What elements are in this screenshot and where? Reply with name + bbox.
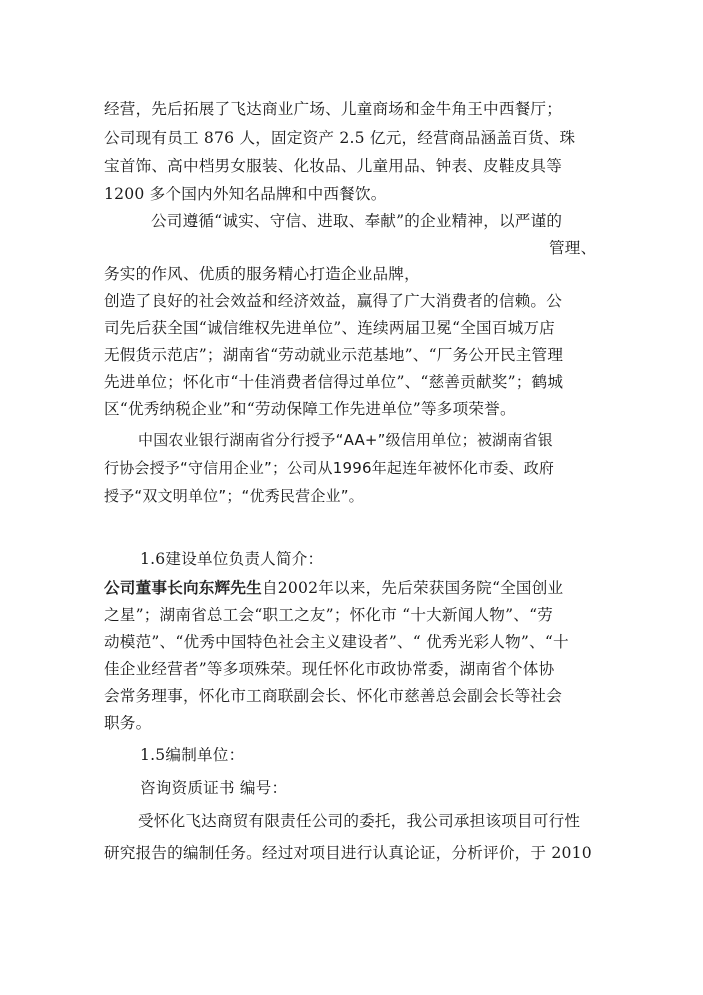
text-line: [104, 576, 563, 600]
text-line: 佳企业经营者”等多项殊荣。现任怀化市政协常委，湖南省个体协: [104, 660, 555, 678]
text-line: 中国农业银行湖南省分行授予“AA+”级信用单位；被湖南省银: [138, 431, 553, 449]
text-line: 动模范”、“优秀中国特色社会主义建设者”、“ 优秀光彩人物”、“十: [104, 633, 569, 651]
text-line: 授予“双文明单位”；“优秀民营企业”。: [104, 487, 364, 505]
text-line: 之星”；湖南省总工会“职工之友”；怀化市 “十大新闻人物”、“劳: [104, 606, 554, 624]
text-line: 公司遵循“诚实、守信、进取、奉献”的企业精神，以严谨的: [151, 212, 563, 230]
bold-lead: 公司董事长向东辉先生: [104, 578, 262, 597]
text-line: 研究报告的编制任务。经过对项目进行认真论证，分析评价，于 2010: [104, 844, 592, 862]
text-line: 公司现有员工 876 人，固定资产 2.5 亿元，经营商品涵盖百货、珠: [104, 129, 576, 147]
section-heading: 1.5编制单位：: [140, 746, 245, 764]
text-line: 宝首饰、高中档男女服装、化妆品、儿童用品、钟表、皮鞋皮具等: [104, 157, 563, 175]
text-line: 创造了良好的社会效益和经济效益，赢得了广大消费者的信赖。公: [104, 292, 563, 310]
text-line: 1200 多个国内外知名品牌和中西餐饮。: [104, 185, 387, 203]
text-line: 务实的作风、优质的服务精心打造企业品牌，: [104, 265, 420, 283]
text-line: 行协会授予“守信用企业”；公司从1996年起连年被怀化市委、政府: [104, 459, 555, 477]
text-line: 管理、: [549, 239, 597, 257]
text-line: 职务。: [104, 714, 152, 732]
section-heading: 1.6建设单位负责人简介：: [140, 550, 324, 568]
text-line: 咨询资质证书 编号：: [140, 779, 288, 797]
text-line: 无假货示范店”；湖南省“劳动就业示范基地”、“厂务公开民主管理: [104, 346, 564, 364]
text-line: 区“优秀纳税企业”和“劳动保障工作先进单位”等多项荣誉。: [104, 400, 516, 418]
text-line: 受怀化飞达商贸有限责任公司的委托，我公司承担该项目可行性: [138, 812, 581, 830]
text-line: 经营，先后拓展了飞达商业广场、儿童商场和金牛角王中西餐厅；: [104, 100, 563, 118]
text-line: 会常务理事，怀化市工商联副会长、怀化市慈善总会副会长等社会: [104, 687, 563, 705]
text-line: 先进单位；怀化市“十佳消费者信得过单位”、“慈善贡献奖”；鹤城: [104, 373, 564, 391]
text-line: 司先后获全国“诚信维权先进单位”、连续两届卫冕“全国百城万店: [104, 319, 555, 337]
text-run: 自2002年以来，先后荣获国务院“全国创业: [261, 579, 564, 597]
